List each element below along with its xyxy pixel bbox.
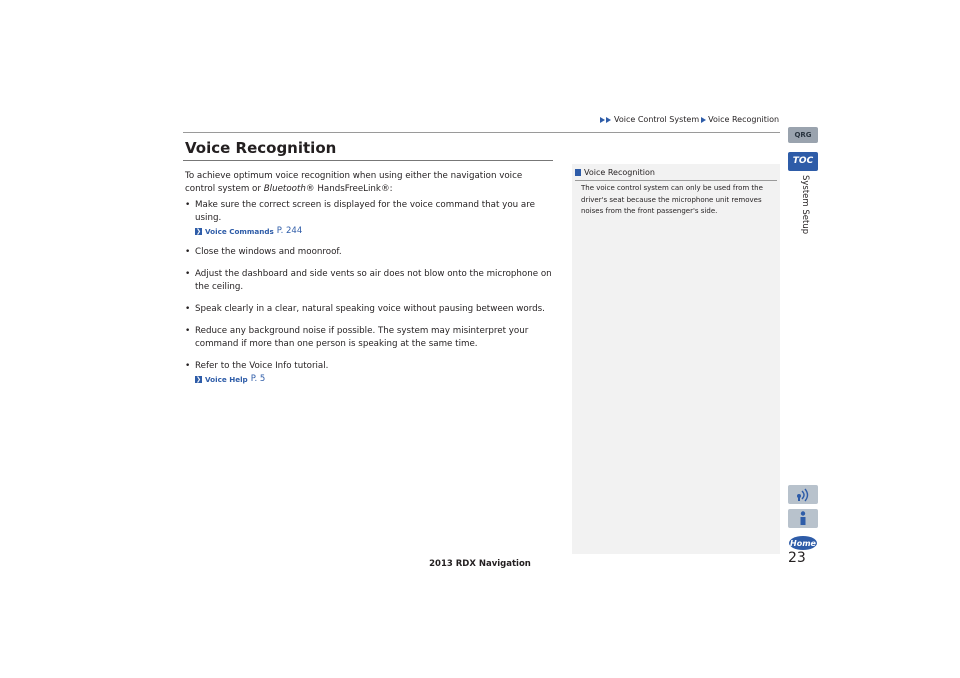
footer-title: 2013 RDX Navigation xyxy=(429,559,531,569)
qrg-tab[interactable]: QRG xyxy=(788,127,818,143)
bullet-item: • Reduce any background noise if possible. The system may misinterpret your command if more than one person is speaking at the same time. xyxy=(185,326,529,349)
home-icon xyxy=(788,535,818,551)
voice-command-button[interactable] xyxy=(788,485,818,504)
section-label: System Setup xyxy=(800,175,810,235)
triangle-icon xyxy=(606,117,611,123)
main-content xyxy=(185,170,555,385)
triangle-icon xyxy=(701,117,706,123)
cross-reference-link[interactable]: ❯ Voice Commands P. 244 xyxy=(195,226,303,236)
side-note-text: The voice control system can only be used from the driver's seat because the microphone unit removes noises from the front passenger's side. xyxy=(581,184,763,215)
side-note-header: Voice Recognition xyxy=(575,168,777,181)
breadcrumb-link-voice-control-system[interactable]: Voice Control System xyxy=(614,115,700,124)
triangle-icon xyxy=(600,117,605,123)
cross-reference-link[interactable]: ❯ Voice Help P. 5 xyxy=(195,374,266,384)
svg-text:Home: Home xyxy=(790,538,816,548)
reference-arrow-icon: ❯ xyxy=(195,228,202,235)
bullet-item: • Make sure the correct screen is displayed for the voice command that you are using. ❯ Voice Commands P. 244 xyxy=(185,199,555,237)
header-divider xyxy=(183,132,780,133)
breadcrumb-link-voice-recognition[interactable]: Voice Recognition xyxy=(708,115,780,124)
info-button[interactable] xyxy=(788,509,818,528)
breadcrumb xyxy=(600,115,779,124)
bullet-dot: • xyxy=(185,200,191,210)
reference-arrow-icon: ❯ xyxy=(195,376,202,383)
bullet-item: • Refer to the Voice Info tutorial. ❯ Voice Help P. 5 xyxy=(185,360,555,385)
side-note-panel xyxy=(572,164,780,554)
toc-tab[interactable]: TOC xyxy=(788,152,818,171)
bullet-item: • Speak clearly in a clear, natural speaking voice without pausing between words. xyxy=(185,304,545,314)
page-number: 23 xyxy=(788,550,806,566)
intro-paragraph: To achieve optimum voice recognition when using either the navigation voice control system or Bluetooth® HandsFreeLink®: xyxy=(185,171,523,194)
page-title: Voice Recognition xyxy=(185,139,337,157)
bullet-item: • Adjust the dashboard and side vents so air does not blow onto the microphone on the ceiling. xyxy=(185,269,552,292)
note-icon xyxy=(575,169,581,176)
title-divider xyxy=(183,160,553,161)
bullet-item: • Close the windows and moonroof. xyxy=(185,247,342,257)
info-icon xyxy=(798,511,808,526)
voice-command-icon xyxy=(795,488,811,502)
